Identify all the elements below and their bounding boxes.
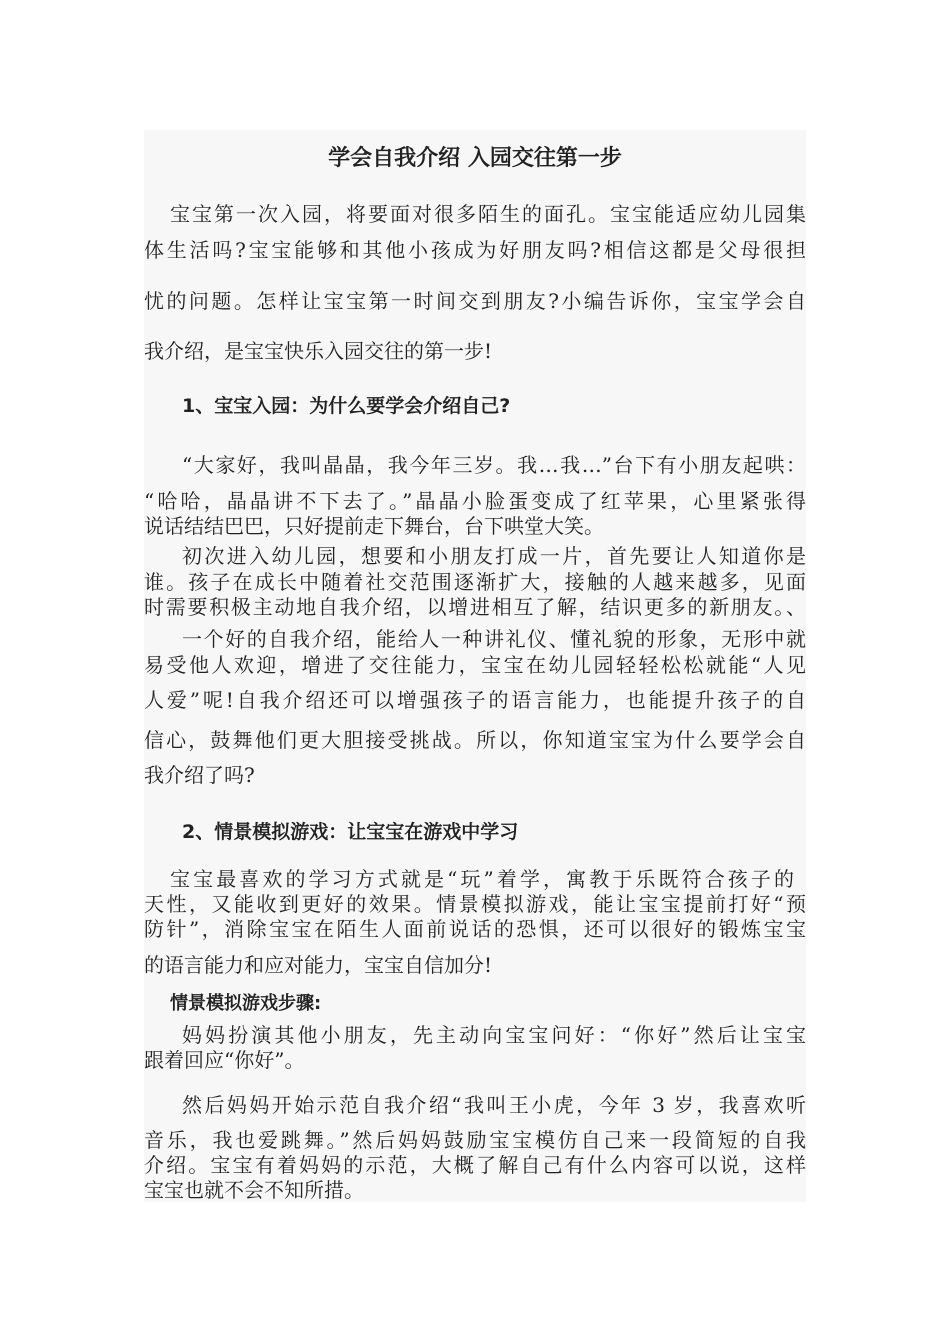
paragraph-line: “大家好，我叫晶晶，我今年三岁。我…我…”台下有小朋友起哄： bbox=[182, 453, 806, 477]
paragraph-line: “哈哈，晶晶讲不下去了。”晶晶小脸蛋变成了红苹果，心里紧张得 bbox=[144, 489, 806, 513]
paragraph-line: 防针”，消除宝宝在陌生人面前说话的恐惧，还可以很好的锻炼宝宝 bbox=[144, 917, 806, 941]
paragraph-line: 然后妈妈开始示范自我介绍“我叫王小虎，今年 3 岁，我喜欢听 bbox=[182, 1093, 806, 1117]
article bbox=[144, 130, 806, 1202]
paragraph-line: 的语言能力和应对能力，宝宝自信加分! bbox=[144, 953, 493, 977]
section-heading: 2、情景模拟游戏：让宝宝在游戏中学习 bbox=[182, 821, 519, 843]
paragraph-line: 时需要积极主动地自我介绍，以增进相互了解，结识更多的新朋友。、 bbox=[144, 595, 806, 619]
paragraph-line: 宝宝也就不会不知所措。 bbox=[144, 1178, 364, 1202]
paragraph-line: 一个好的自我介绍，能给人一种讲礼仪、懂礼貌的形象，无形中就 bbox=[182, 627, 806, 651]
paragraph-line: 说话结结巴巴，只好提前走下舞台，台下哄堂大笑。 bbox=[144, 514, 604, 538]
paragraph-line: 谁。孩子在成长中随着社交范围逐渐扩大，接触的人越来越多，见面 bbox=[144, 570, 806, 594]
intro-line: 忧的问题。怎样让宝宝第一时间交到朋友?小编告诉你，宝宝学会自 bbox=[144, 289, 806, 313]
intro-line: 我介绍，是宝宝快乐入园交往的第一步! bbox=[144, 339, 493, 363]
paragraph-line: 介绍。宝宝有着妈妈的示范，大概了解自己有什么内容可以说，这样 bbox=[144, 1153, 806, 1177]
paragraph-line: 音乐，我也爱跳舞。”然后妈妈鼓励宝宝模仿自己来一段简短的自我 bbox=[144, 1128, 806, 1152]
intro-line: 宝宝第一次入园，将要面对很多陌生的面孔。宝宝能适应幼儿园集 bbox=[170, 202, 806, 226]
paragraph-line: 初次进入幼儿园，想要和小朋友打成一片，首先要让人知道你是 bbox=[182, 544, 806, 568]
section-heading: 1、宝宝入园：为什么要学会介绍自己? bbox=[182, 395, 511, 417]
article-title: 学会自我介绍 入园交往第一步 bbox=[328, 146, 622, 171]
paragraph-line: 易受他人欢迎，增进了交往能力，宝宝在幼儿园轻轻松松就能“人见 bbox=[144, 653, 806, 677]
paragraph-line: 人爱”呢!自我介绍还可以增强孩子的语言能力，也能提升孩子的自 bbox=[144, 688, 806, 712]
paragraph-line: 妈妈扮演其他小朋友，先主动向宝宝问好：“你好”然后让宝宝 bbox=[182, 1023, 806, 1047]
paragraph-line: 天性，又能收到更好的效果。情景模拟游戏，能让宝宝提前打好“预 bbox=[144, 892, 806, 916]
paragraph-line: 宝宝最喜欢的学习方式就是“玩”着学，寓教于乐既符合孩子的 bbox=[170, 867, 794, 891]
paragraph-line: 我介绍了吗? bbox=[144, 763, 255, 787]
steps-heading: 情景模拟游戏步骤: bbox=[170, 993, 322, 1014]
paragraph-line: 跟着回应“你好”。 bbox=[144, 1048, 305, 1072]
intro-line: 体生活吗?宝宝能够和其他小孩成为好朋友吗?相信这都是父母很担 bbox=[144, 238, 806, 262]
paragraph-line: 信心，鼓舞他们更大胆接受挑战。所以，你知道宝宝为什么要学会自 bbox=[144, 728, 806, 752]
